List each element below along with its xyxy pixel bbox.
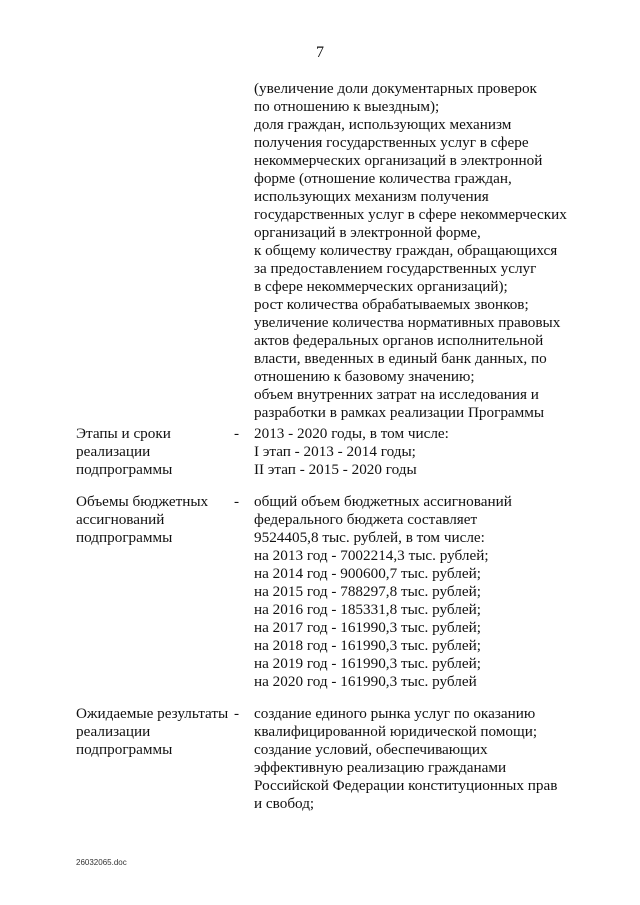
- value-line: на 2013 год - 7002214,3 тыс. рублей;: [254, 547, 489, 564]
- text-line: (увеличение доли документарных проверок: [254, 80, 537, 97]
- text-line: к общему количеству граждан, обращающихся: [254, 242, 558, 259]
- text-line: использующих механизм получения: [254, 188, 489, 205]
- value-line: федерального бюджета составляет: [254, 511, 478, 528]
- text-line: отношению к базовому значению;: [254, 368, 475, 385]
- text-line: получения государственных услуг в сфере: [254, 134, 529, 151]
- value-line: на 2019 год - 161990,3 тыс. рублей;: [254, 655, 481, 672]
- value-line: на 2020 год - 161990,3 тыс. рублей: [254, 673, 477, 690]
- value-line: Российской Федерации конституционных прав: [254, 777, 558, 794]
- dash-separator: -: [234, 493, 240, 510]
- value-line: квалифицированной юридической помощи;: [254, 723, 538, 740]
- text-line: разработки в рамках реализации Программы: [254, 404, 545, 421]
- text-line: доля граждан, использующих механизм: [254, 116, 512, 133]
- text-line: форме (отношение количества граждан,: [254, 170, 512, 187]
- value-line: и свобод;: [254, 795, 315, 812]
- dash-separator: -: [234, 425, 240, 442]
- label-line: ассигнований: [76, 511, 165, 528]
- value-line: на 2015 год - 788297,8 тыс. рублей;: [254, 583, 481, 600]
- section-label: [76, 705, 236, 759]
- value-line: на 2017 год - 161990,3 тыс. рублей;: [254, 619, 481, 636]
- section-value: [254, 705, 624, 813]
- text-line: объем внутренних затрат на исследования и: [254, 386, 539, 403]
- section-value: [254, 493, 624, 691]
- label-line: Ожидаемые результаты: [76, 705, 229, 722]
- text-line: власти, введенных в единый банк данных, по: [254, 350, 547, 367]
- dash-separator: -: [234, 705, 240, 722]
- text-line: в сфере некоммерческих организаций);: [254, 278, 508, 295]
- label-line: Этапы и сроки: [76, 425, 171, 442]
- label-line: подпрограммы: [76, 741, 173, 758]
- page-number: 7: [316, 44, 324, 61]
- label-line: реализации: [76, 723, 151, 740]
- value-line: на 2016 год - 185331,8 тыс. рублей;: [254, 601, 481, 618]
- label-line: подпрограммы: [76, 529, 173, 546]
- text-line: по отношению к выездным);: [254, 98, 440, 115]
- label-line: подпрограммы: [76, 461, 173, 478]
- text-line: государственных услуг в сфере некоммерческих: [254, 206, 567, 223]
- text-line: организаций в электронной форме,: [254, 224, 481, 241]
- value-line: на 2018 год - 161990,3 тыс. рублей;: [254, 637, 481, 654]
- value-line: создание условий, обеспечивающих: [254, 741, 488, 758]
- text-line: некоммерческих организаций в электронной: [254, 152, 543, 169]
- text-line: рост количества обрабатываемых звонков;: [254, 296, 529, 313]
- value-line: создание единого рынка услуг по оказанию: [254, 705, 536, 722]
- section-label: [76, 425, 236, 479]
- value-line: 2013 - 2020 годы, в том числе:: [254, 425, 449, 442]
- section-value: [254, 425, 624, 479]
- label-line: Объемы бюджетных: [76, 493, 209, 510]
- value-line: I этап - 2013 - 2014 годы;: [254, 443, 416, 460]
- text-line: актов федеральных органов исполнительной: [254, 332, 544, 349]
- text-line: за предоставлением государственных услуг: [254, 260, 537, 277]
- label-line: реализации: [76, 443, 151, 460]
- document-filename: 26032065.doc: [76, 858, 127, 867]
- section-label: [76, 493, 236, 547]
- text-line: увеличение количества нормативных правовых: [254, 314, 561, 331]
- intro-text: [254, 80, 624, 422]
- value-line: на 2014 год - 900600,7 тыс. рублей;: [254, 565, 481, 582]
- value-line: 9524405,8 тыс. рублей, в том числе:: [254, 529, 485, 546]
- value-line: эффективную реализацию гражданами: [254, 759, 507, 776]
- value-line: общий объем бюджетных ассигнований: [254, 493, 512, 510]
- value-line: II этап - 2015 - 2020 годы: [254, 461, 417, 478]
